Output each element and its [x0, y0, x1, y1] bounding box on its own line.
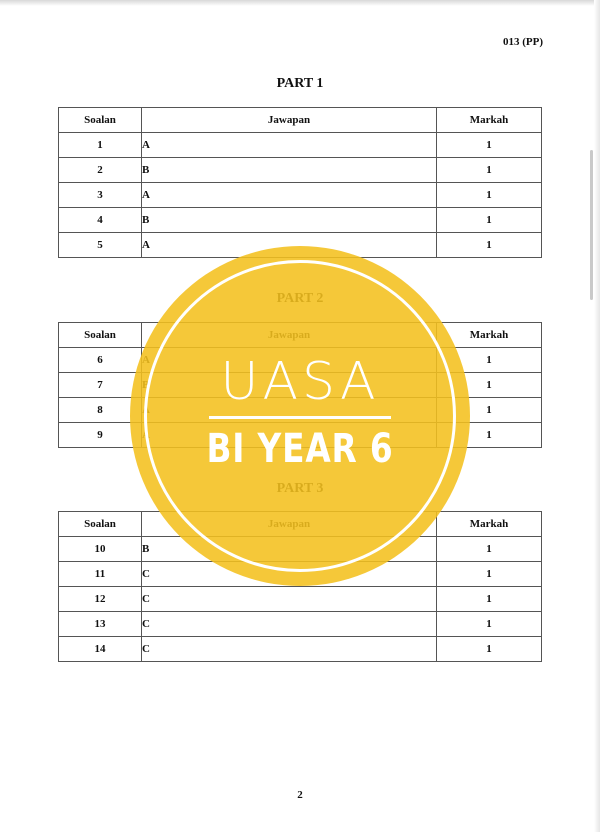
part-1-title: PART 1 — [276, 76, 324, 91]
question-number: 5 — [59, 233, 142, 258]
table-row — [59, 587, 542, 612]
table-row — [59, 637, 542, 662]
question-number: 6 — [59, 348, 142, 373]
question-number: 11 — [59, 562, 142, 587]
question-number: 2 — [59, 158, 142, 183]
mark-cell: 1 — [437, 133, 542, 158]
question-number: 12 — [59, 587, 142, 612]
mark-cell: 1 — [437, 348, 542, 373]
answer-cell: A — [142, 183, 437, 208]
table-row — [59, 133, 542, 158]
mark-cell: 1 — [437, 158, 542, 183]
table-row — [59, 183, 542, 208]
question-number: 7 — [59, 373, 142, 398]
mark-cell: 1 — [437, 637, 542, 662]
answer-cell: C — [142, 612, 437, 637]
mark-cell: 1 — [437, 183, 542, 208]
answer-cell: C — [142, 587, 437, 612]
question-number: 3 — [59, 183, 142, 208]
page-number: 2 — [297, 789, 303, 801]
table-header-row — [59, 108, 542, 133]
question-number: 14 — [59, 637, 142, 662]
watermark-title: UASA — [220, 352, 380, 412]
answer-cell: C — [142, 562, 437, 587]
table-row — [59, 158, 542, 183]
answer-cell: C — [142, 637, 437, 662]
watermark-divider — [209, 416, 391, 419]
mark-cell: 1 — [437, 562, 542, 587]
answer-cell: B — [142, 537, 437, 562]
mark-cell: 1 — [437, 233, 542, 258]
mark-cell: 1 — [437, 587, 542, 612]
header-question: Soalan — [59, 323, 142, 348]
header-question: Soalan — [59, 512, 142, 537]
watermark-subtitle: BI YEAR 6 — [206, 426, 394, 472]
mark-cell: 1 — [437, 373, 542, 398]
page-shadow — [594, 0, 600, 832]
header-mark: Markah — [437, 323, 542, 348]
mark-cell: 1 — [437, 423, 542, 448]
header-mark: Markah — [437, 512, 542, 537]
mark-cell: 1 — [437, 208, 542, 233]
mark-cell: 1 — [437, 537, 542, 562]
answer-cell: B — [142, 208, 437, 233]
question-number: 9 — [59, 423, 142, 448]
question-number: 10 — [59, 537, 142, 562]
answer-cell: A — [142, 133, 437, 158]
answer-cell: B — [142, 158, 437, 183]
header-mark: Markah — [437, 108, 542, 133]
table-row — [59, 612, 542, 637]
answer-cell: A — [142, 233, 437, 258]
part-1-table — [58, 107, 542, 258]
paper-code: 013 (PP) — [502, 36, 543, 48]
mark-cell: 1 — [437, 398, 542, 423]
mark-cell: 1 — [437, 612, 542, 637]
page-edge — [0, 0, 600, 6]
scrollbar[interactable] — [590, 150, 593, 300]
question-number: 13 — [59, 612, 142, 637]
question-number: 1 — [59, 133, 142, 158]
question-number: 4 — [59, 208, 142, 233]
table-row — [59, 208, 542, 233]
header-answer: Jawapan — [142, 108, 437, 133]
header-question: Soalan — [59, 108, 142, 133]
question-number: 8 — [59, 398, 142, 423]
